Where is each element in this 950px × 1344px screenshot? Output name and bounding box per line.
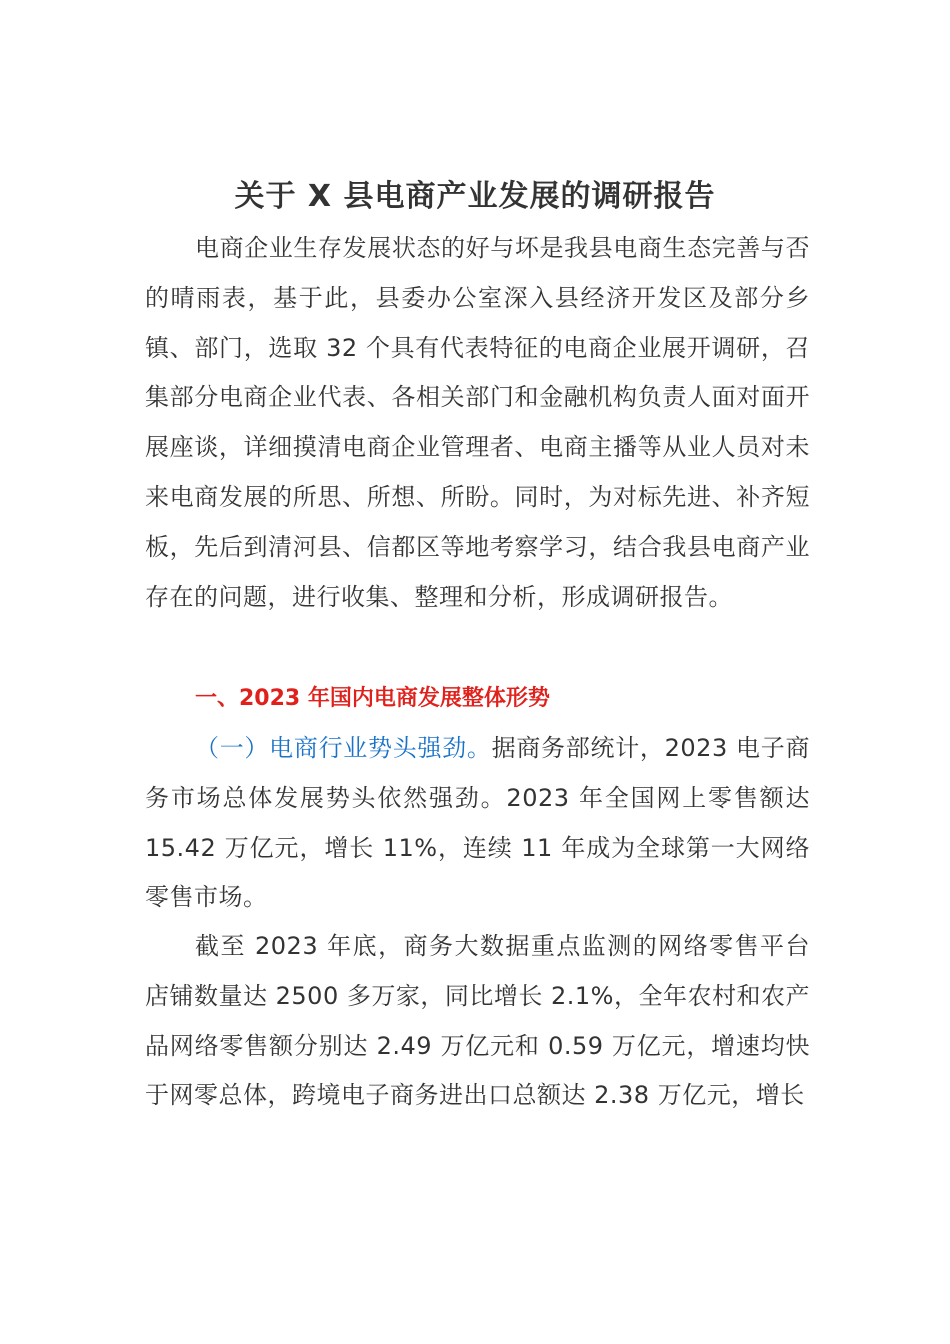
- section-heading: 一、2023 年国内电商发展整体形势: [195, 686, 550, 711]
- intro-paragraph: 电商企业生存发展状态的好与坏是我县电商生态完善与否的晴雨表，基于此，县委办公室深入县经济开发区及部分乡镇、部门，选取 32 个具有代表特征的电商企业展开调研，召集部分电商企业代表、各相关部门和金融机构负责人面对面开展座谈，详细摸清电商企业管理者、电商主播等从业人员对未来电商发展的所思、所想、所盼。同时，为对标先进、补齐短板，先后到清河县、信都区等地考察学习，结合我县电商产业存在的问题，进行收集、整理和分析，形成调研报告。: [145, 234, 810, 611]
- document-title: 关于 X 县电商产业发展的调研报告: [234, 179, 716, 215]
- statistics-paragraph: 截至 2023 年底，商务大数据重点监测的网络零售平台店铺数量达 2500 多万家，同比增长 2.1%，全年农村和农产品网络零售额分别达 2.49 万亿元和 0.59 万亿元，增速均快于网零总体，跨境电子商务进出口总额达 2.38 万亿元，增长: [145, 932, 810, 1110]
- subsection-paragraph: [145, 724, 810, 923]
- subsection-heading: （一）电商行业势头强劲。: [195, 734, 492, 762]
- subsection-text: 据商务部统计，2023 电子商务市场总体发展势头依然强劲。2023 年全国网上零售额达 15.42 万亿元，增长 11%，连续 11 年成为全球第一大网络零售市场。: [145, 734, 810, 912]
